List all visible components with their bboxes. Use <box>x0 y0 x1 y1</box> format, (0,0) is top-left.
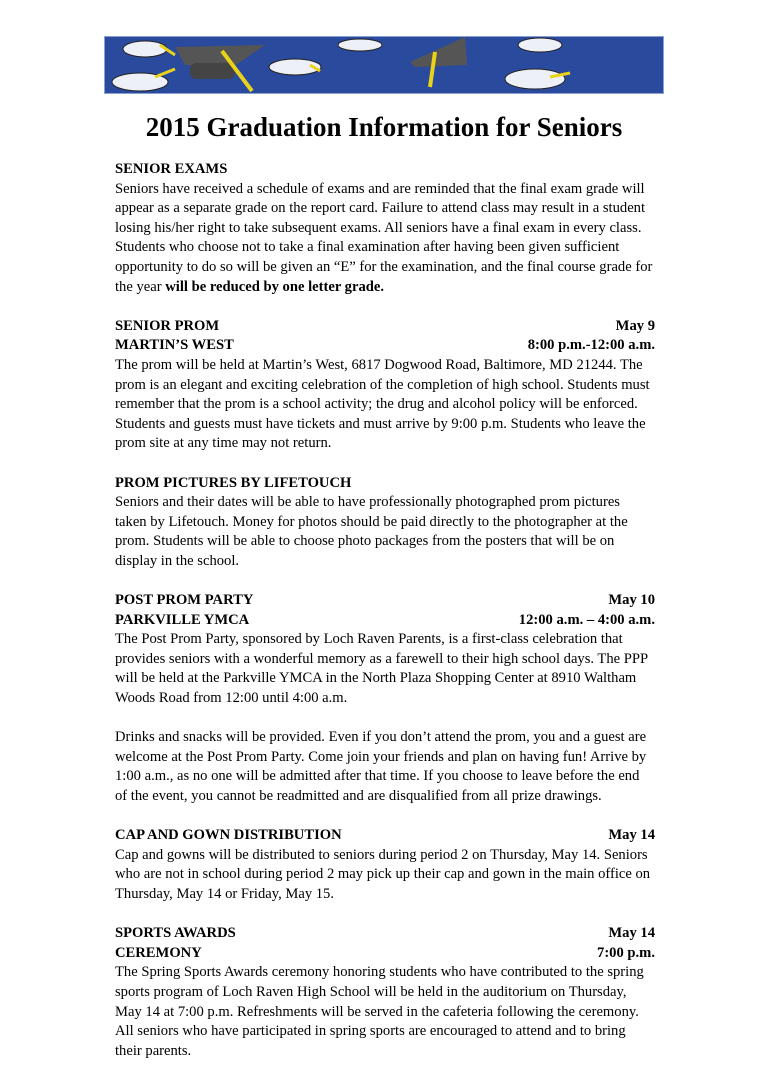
section-heading: POST PROM PARTY <box>115 592 254 609</box>
section-heading: SENIOR PROM <box>115 317 220 334</box>
event-time: 8:00 p.m.-12:00 a.m. <box>527 337 655 354</box>
section-body: The Post Prom Party, sponsored by Loch Raven Parents, is a first-class celebration that provides seniors with a wonderful memory as a farewell to their high school days. The PPP will be held at the Parkville YMCA in the North Plaza Shopping Center at 8910 Waltham Woods Road from 12:00 until 4:00 a.m. <box>115 631 648 707</box>
section-body: The prom will be held at Martin’s West, 6817 Dogwood Road, Baltimore, MD 21244. The prom is an elegant and exciting celebration of the completion of high school. Students must remember that the prom is a school activity; the drug and alcohol policy will be enforced. Students and guests must have tickets and must arrive by 9:00 p.m. Students who leave the prom site at any time may not return. <box>115 356 650 452</box>
event-date: May 14 <box>608 827 655 844</box>
section-senior-exams <box>115 160 655 297</box>
section-post-prom-party <box>115 591 655 807</box>
section-body-2: Drinks and snacks will be provided. Even if you don’t attend the prom, you and a guest are welcome at the Post Prom Party. Come join your friends and plan on having fun! Arrive by 1:00 a.m., as no one will be admitted after that time. If you choose to leave before the end of the event, you cannot be readmitted and are disqualified from all prize drawings. <box>115 729 647 804</box>
event-time: 7:00 p.m. <box>597 944 655 961</box>
section-senior-prom <box>115 317 655 454</box>
event-venue: MARTIN’S WEST <box>115 337 234 354</box>
body-emphasis: will be reduced by one letter grade. <box>165 278 384 295</box>
section-body: Seniors and their dates will be able to have professionally photographed prom pictures taken by Lifetouch. Money for photos should be paid directly to the photographer at the prom. Students will be able to choose photo packages from the posters that will be on display in the school. <box>115 494 628 569</box>
event-venue: CEREMONY <box>115 944 202 961</box>
graduation-banner-image <box>104 36 664 94</box>
event-date: May 14 <box>608 925 655 942</box>
section-body <box>115 180 655 298</box>
section-body: The Spring Sports Awards ceremony honoring students who have contributed to the spring sports program of Loch Raven High School will be held in the auditorium on Thursday, May 14 at 7:00 p.m. Refreshments will be served in the cafeteria following the ceremony. All seniors who have participated in spring sports are encouraged to attend and to bring their parents. <box>115 964 644 1059</box>
section-heading: CAP AND GOWN DISTRIBUTION <box>115 827 342 844</box>
event-date: May 9 <box>615 317 655 334</box>
body-text: Seniors have received a schedule of exams and are reminded that the final exam grade will appear as a separate grade on the report card. Failure to attend class may result in a student losing his/her right to take subsequent exams. All seniors have a final exam in every class. Students who choose not to take a final examination after having been given sufficient opportunity to do so will be given an “E” for the examination, and the final course grade for the year <box>115 180 653 295</box>
section-prom-pictures <box>115 474 655 572</box>
document-body <box>115 160 655 1081</box>
section-sports-awards <box>115 924 655 1061</box>
event-time: 12:00 a.m. – 4:00 a.m. <box>518 611 655 628</box>
section-heading: PROM PICTURES BY LIFETOUCH <box>115 474 352 491</box>
section-cap-and-gown <box>115 826 655 904</box>
event-date: May 10 <box>608 592 655 609</box>
event-venue: PARKVILLE YMCA <box>115 611 250 628</box>
section-heading: SENIOR EXAMS <box>115 161 228 177</box>
section-body: Cap and gowns will be distributed to seniors during period 2 on Thursday, May 14. Seniors who are not in school during period 2 may pick up their cap and gown in the main office on Thursday, May 14 or Friday, May 15. <box>115 846 651 902</box>
page-title: 2015 Graduation Information for Seniors <box>145 112 623 142</box>
section-heading: SPORTS AWARDS <box>115 925 236 942</box>
